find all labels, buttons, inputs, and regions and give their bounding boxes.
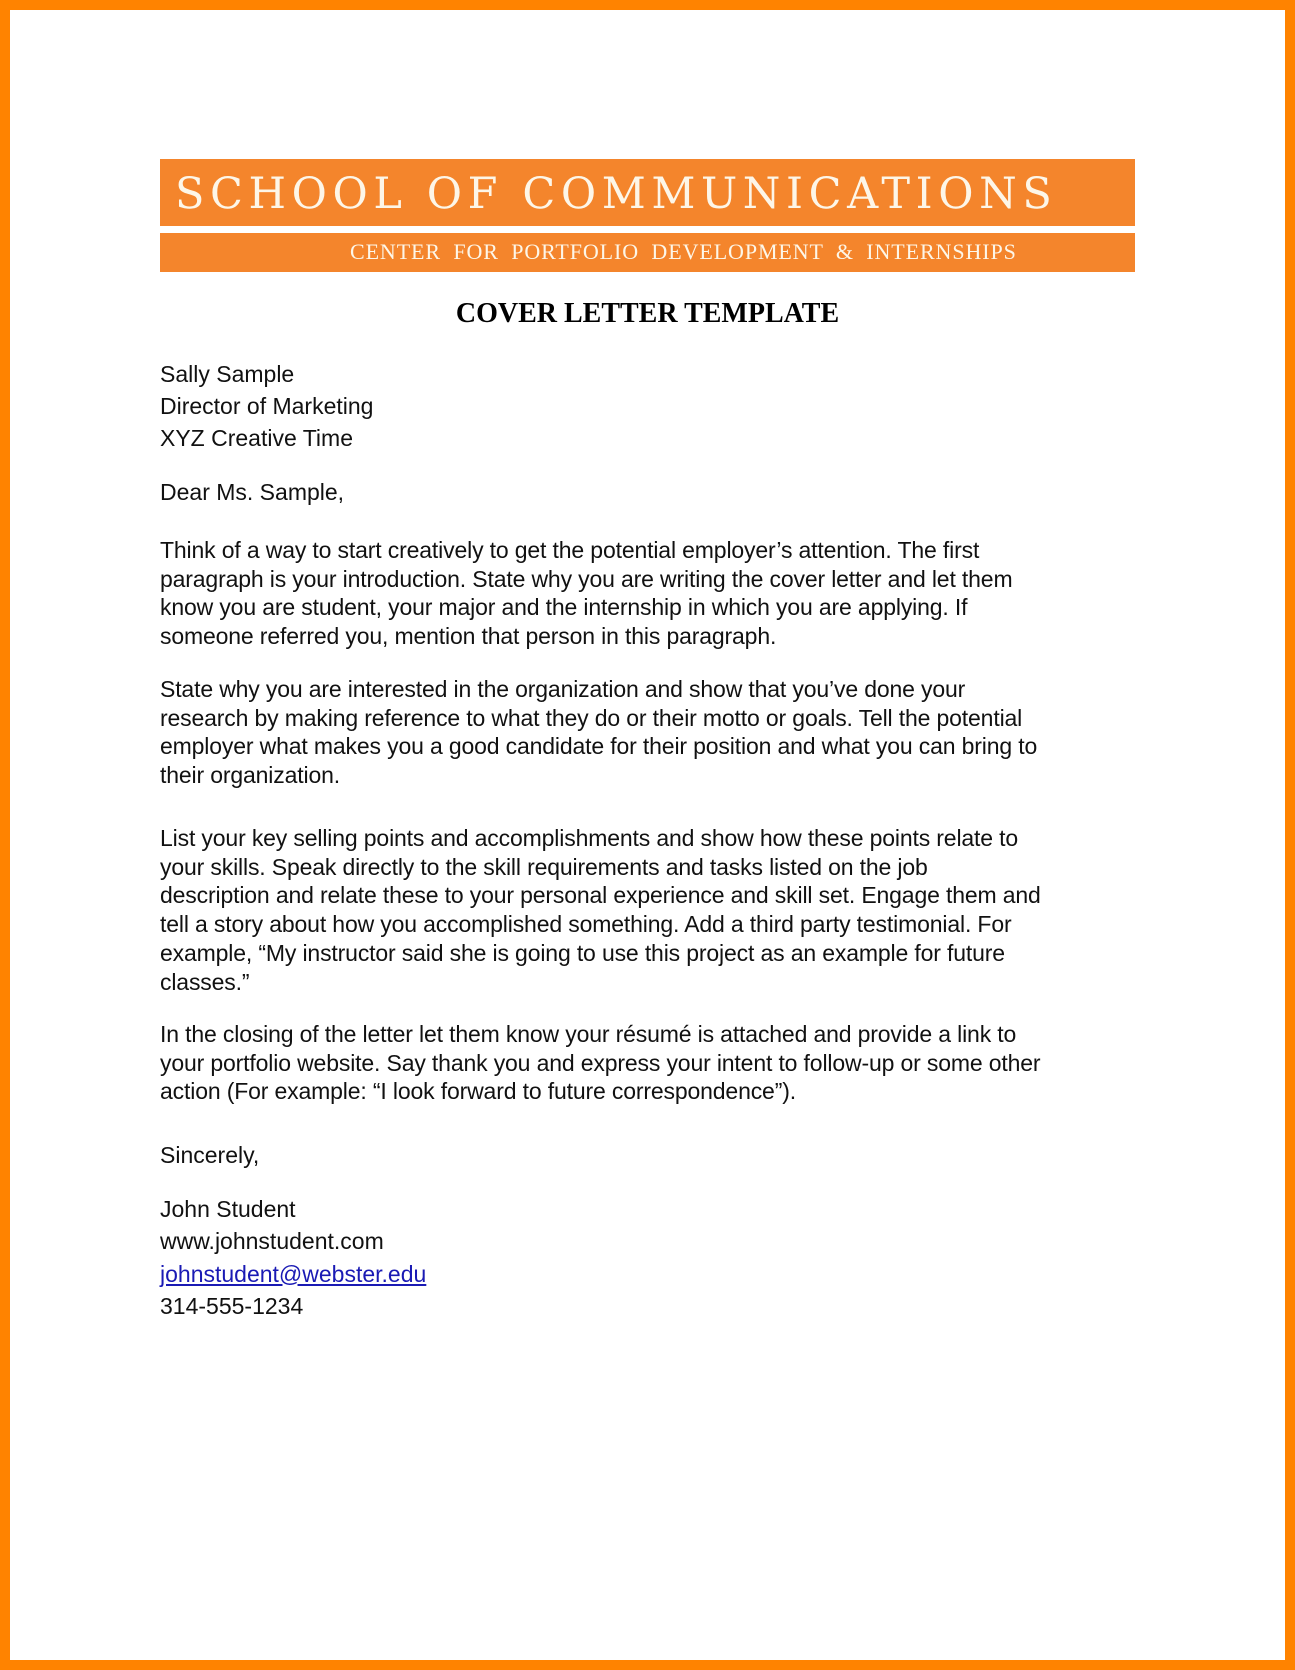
paragraph-line: description and relate these to your personal experience and skill set. Engage them and (160, 882, 1041, 909)
paragraph-line: classes.” (160, 968, 250, 995)
paragraph-line: research by making reference to what they do or their motto or goals. Tell the potential (160, 704, 1023, 731)
paragraph-introduction (160, 536, 1140, 651)
paragraph-line: paragraph is your introduction. State why you are writing the cover letter and let them (160, 565, 1013, 592)
paragraph-line: their organization. (160, 762, 340, 789)
paragraph-line: List your key selling points and accomplishments and show how these points relate to (160, 825, 1019, 851)
recipient-position: Director of Marketing (160, 393, 374, 419)
closing-line: Sincerely, (160, 1142, 260, 1168)
paragraph-closing (160, 1020, 1140, 1106)
paragraph-line: employer what makes you a good candidate for their position and what you can bring to (160, 733, 1038, 760)
paragraph-line: tell a story about how you accomplished something. Add a third party testimonial. For (160, 911, 1012, 938)
paragraph-interest (160, 675, 1140, 790)
signature-name: John Student (160, 1196, 296, 1222)
banner-center-name: CENTER FOR PORTFOLIO DEVELOPMENT & INTERNSHIPS (350, 239, 1017, 264)
recipient-address (160, 358, 1140, 454)
paragraph-line: State why you are interested in the organization and show that you’ve done your (160, 676, 966, 702)
signature-block (160, 1193, 1140, 1322)
salutation: Dear Ms. Sample, (160, 479, 345, 505)
paragraph-line: your portfolio website. Say thank you and express your intent to follow-up or some other (160, 1049, 1041, 1076)
paragraph-line: know you are student, your major and the internship in which you are applying. If (160, 594, 968, 621)
paragraph-line: action (For example: “I look forward to future correspondence”). (160, 1078, 796, 1105)
banner-school-name: SCHOOL OF COMMUNICATIONS (175, 169, 1058, 219)
document-title: COVER LETTER TEMPLATE (455, 298, 840, 329)
paragraph-line: example, “My instructor said she is going to use this project as an example for future (160, 939, 1005, 966)
paragraph-line: In the closing of the letter let them know your résumé is attached and provide a link to (160, 1021, 1017, 1047)
recipient-company: XYZ Creative Time (160, 425, 353, 451)
paragraph-line: your skills. Speak directly to the skill requirements and tasks listed on the job (160, 853, 928, 880)
signature-website: www.johnstudent.com (160, 1228, 384, 1255)
paragraph-selling-points (160, 824, 1140, 996)
signature-phone: 314-555-1234 (160, 1292, 304, 1319)
paragraph-line: Think of a way to start creatively to get the potential employer’s attention. The first (160, 537, 980, 563)
paragraph-line: someone referred you, mention that person in this paragraph. (160, 623, 777, 650)
recipient-name: Sally Sample (160, 361, 295, 387)
signature-email-link[interactable]: johnstudent@webster.edu (160, 1260, 427, 1287)
